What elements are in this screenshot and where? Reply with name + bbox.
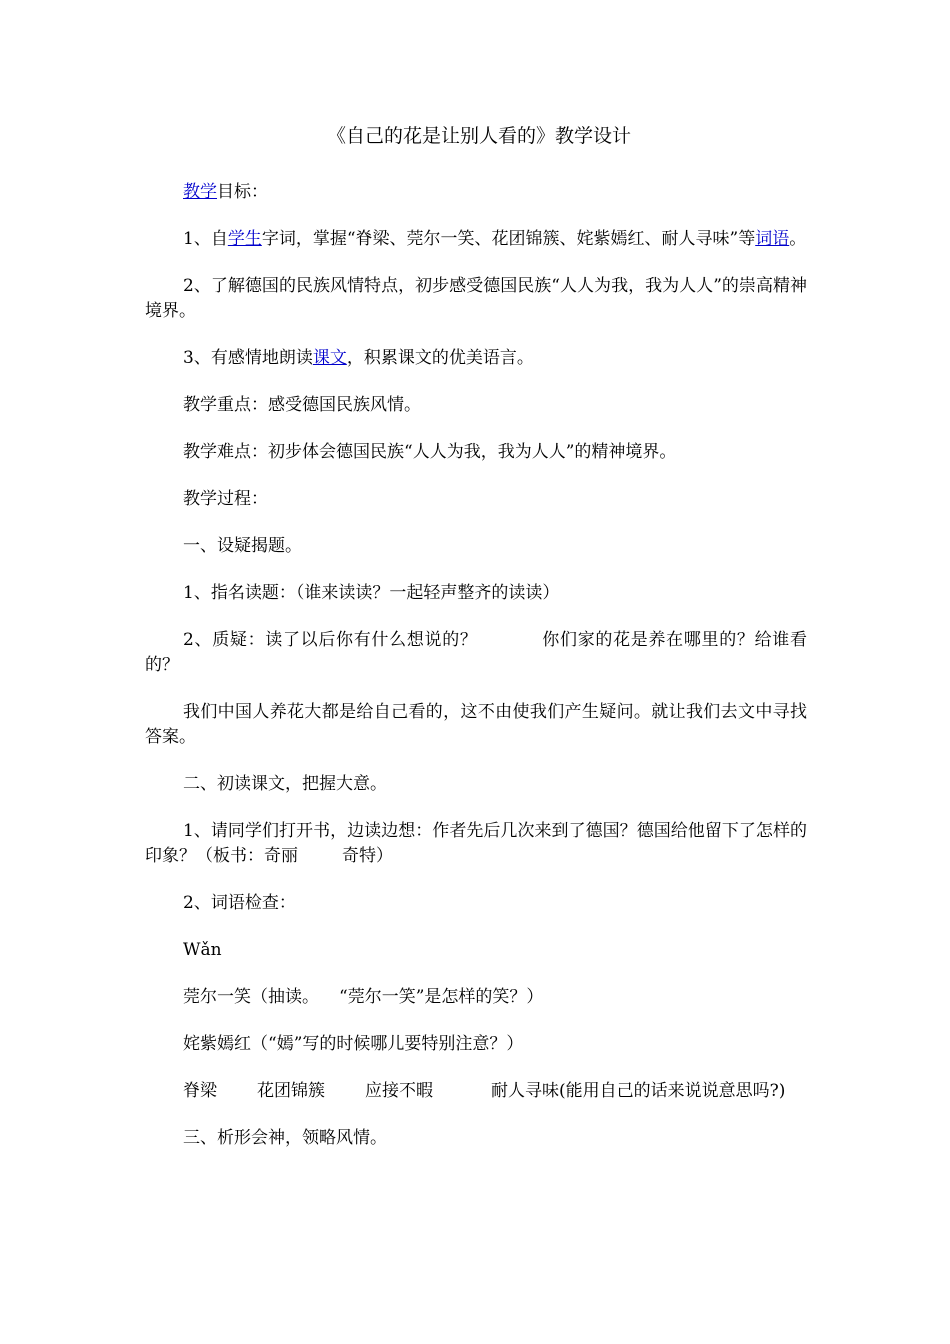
goal-2: 2、了解德国的民族风情特点，初步感受德国民族“人人为我，我为人人”的崇高精神境界。 [145, 276, 807, 321]
section-1-heading: 一、设疑揭题。 [183, 536, 302, 556]
goals-label: 目标： [217, 182, 268, 202]
goal-3 [145, 346, 807, 371]
goal-3-pre: 3、有感情地朗读 [183, 348, 313, 368]
text-link[interactable]: 课文 [312, 348, 347, 368]
word-2: 姹紫嫣红（“嫣”写的时候哪儿要特别注意？） [183, 1034, 524, 1054]
goal-3-post: ，积累课文的优美语言。 [346, 348, 534, 368]
goal-1-pre: 1、自 [183, 229, 228, 249]
goal-1-mid: 字词，掌握“脊梁、莞尔一笑、花团锦簇、姹紫嫣红、耐人寻味”等 [261, 229, 756, 249]
document-title: 《自己的花是让别人看的》教学设计 [326, 125, 631, 147]
words-link[interactable]: 词语 [755, 229, 790, 249]
section-1-paragraph: 我们中国人养花大都是给自己看的，这不由使我们产生疑问。就让我们去文中寻找答案。 [145, 702, 807, 747]
section-1-item-1: 1、指名读题：（谁来读读？一起轻声整齐的读读） [183, 583, 560, 603]
section-2-item-1-a: 1、请同学们打开书，边读边想：作者先后几次来到了德国？德国给他留下了怎样的印象？（板书：奇丽 [145, 821, 807, 866]
goal-1 [145, 227, 807, 252]
word-1 [145, 985, 807, 1010]
section-3-heading: 三、析形会神，领略风情。 [183, 1128, 387, 1148]
goals-link[interactable]: 教学 [183, 182, 217, 202]
difficult-point: 教学难点：初步体会德国民族“人人为我，我为人人”的精神境界。 [183, 442, 677, 462]
pinyin-note: Wǎn [183, 940, 222, 960]
word-1-a: 莞尔一笑（抽读。 [183, 987, 319, 1007]
goal-1-post: 。 [789, 229, 807, 249]
word-3-w4: 耐人寻味(能用自己的话来说说意思吗?) [491, 1081, 786, 1101]
section-2-heading: 二、初读课文，把握大意。 [183, 774, 387, 794]
word-3-w1: 脊梁 [183, 1081, 217, 1101]
word-3-w2: 花团锦簇 [257, 1081, 325, 1101]
word-1-b: “莞尔一笑”是怎样的笑？） [339, 987, 544, 1007]
key-point: 教学重点：感受德国民族风情。 [183, 395, 421, 415]
word-3 [145, 1079, 807, 1104]
section-1-item-2-b: 你们家的花是养在哪里的？给谁看的？ [145, 630, 808, 675]
section-1-item-2 [145, 628, 807, 678]
student-link[interactable]: 学生 [227, 229, 262, 249]
process-heading: 教学过程： [183, 489, 268, 509]
word-3-w3: 应接不暇 [365, 1081, 433, 1101]
section-2-item-2: 2、词语检查： [183, 893, 296, 913]
section-2-item-1 [145, 819, 807, 869]
document-page [145, 118, 807, 1151]
section-1-item-2-a: 2、质疑：读了以后你有什么想说的？ [183, 630, 478, 650]
section-2-item-1-b: 奇特） [342, 846, 393, 866]
goals-heading [145, 180, 807, 205]
